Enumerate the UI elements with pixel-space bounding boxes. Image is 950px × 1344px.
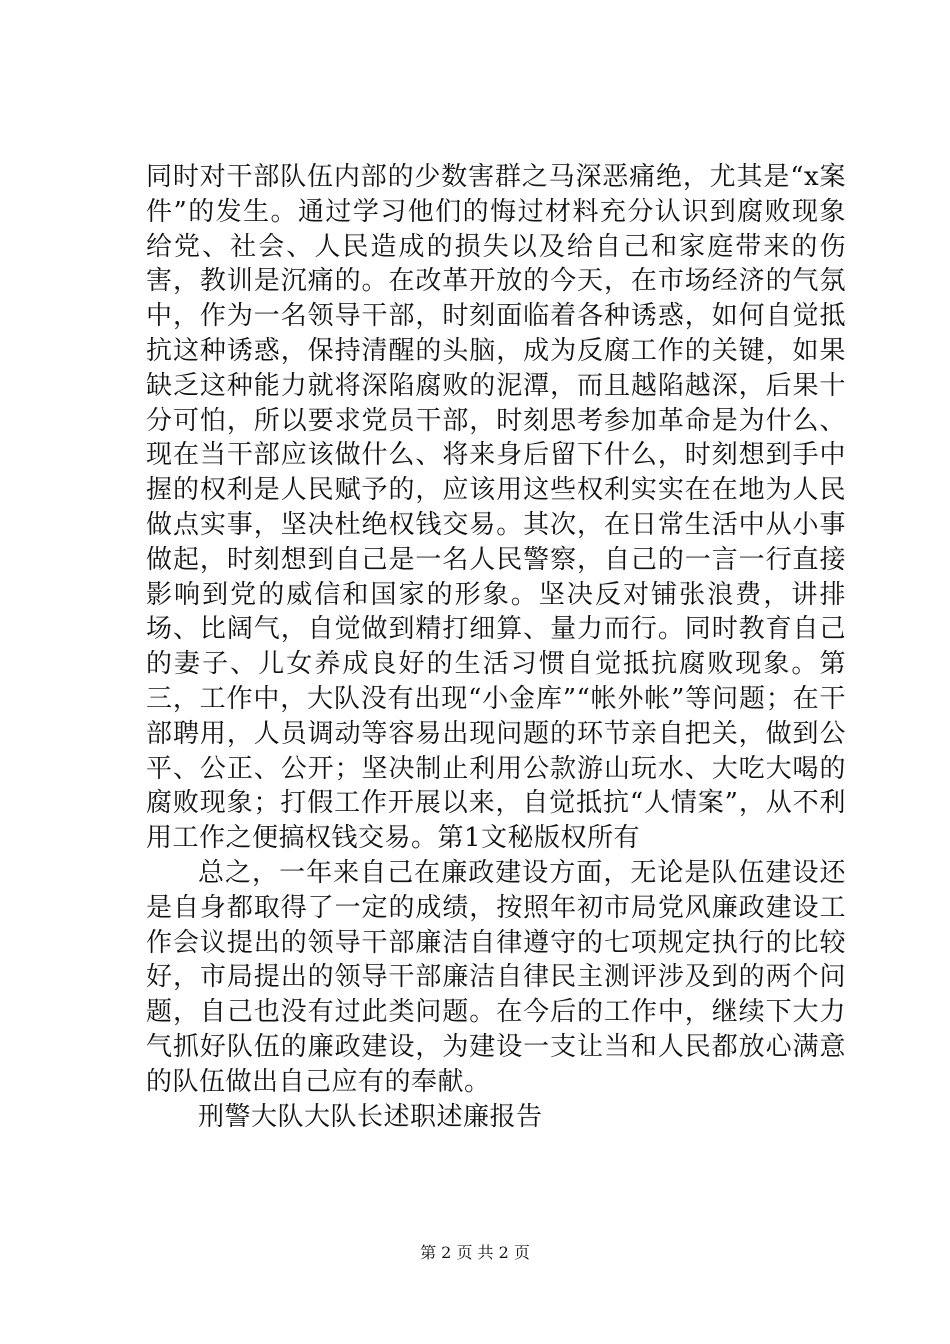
document-title-line: 刑警大队大队长述职述廉报告: [198, 1101, 543, 1132]
document-body: [146, 160, 846, 1134]
page-number-footer: 第 2 页 共 2 页: [420, 1243, 530, 1262]
paragraph-summary: 总之，一年来自己在廉政建设方面，无论是队伍建设还是自身都取得了一定的成绩，按照年初市局党风廉政建设工作会议提出的领导干部廉洁自律遵守的七项规定执行的比较好，市局提出的领导干部廉洁自律民主测评涉及到的两个问题，自己也没有过此类问题。在今后的工作中，继续下大力气抓好队伍的廉政建设，为建设一支让当和人民都放心满意的队伍做出自己应有的奉献。: [146, 857, 846, 1097]
paragraph-continuation: 同时对干部队伍内部的少数害群之马深恶痛绝，尤其是“x案件”的发生。通过学习他们的悔过材料充分认识到腐败现象给党、社会、人民造成的损失以及给自己和家庭带来的伤害，教训是沉痛的。在改革开放的今天，在市场经济的气氛中，作为一名领导干部，时刻面临着各种诱惑，如何自觉抵抗这种诱惑，保持清醒的头脑，成为反腐工作的关键，如果缺乏这种能力就将深陷腐败的泥潭，而且越陷越深，后果十分可怕，所以要求党员干部，时刻思考参加革命是为什么、现在当干部应该做什么、将来身后留下什么，时刻想到手中握的权利是人民赋予的，应该用这些权利实实在在地为人民做点实事，坚决杜绝权钱交易。其次，在日常生活中从小事做起，时刻想到自己是一名人民警察，自己的一言一行直接影响到党的威信和国家的形象。坚决反对铺张浪费，讲排场、比阔气，自觉做到精打细算、量力而行。同时教育自己的妻子、儿女养成良好的生活习惯自觉抵抗腐败现象。第三，工作中，大队没有出现“小金库”“帐外帐”等问题；在干部聘用，人员调动等容易出现问题的环节亲自把关，做到公平、公正、公开；坚决制止利用公款游山玩水、大吃大喝的腐败现象；打假工作开展以来，自觉抵抗“人情案”，从不利用工作之便搞权钱交易。第1文秘版权所有: [146, 162, 846, 854]
